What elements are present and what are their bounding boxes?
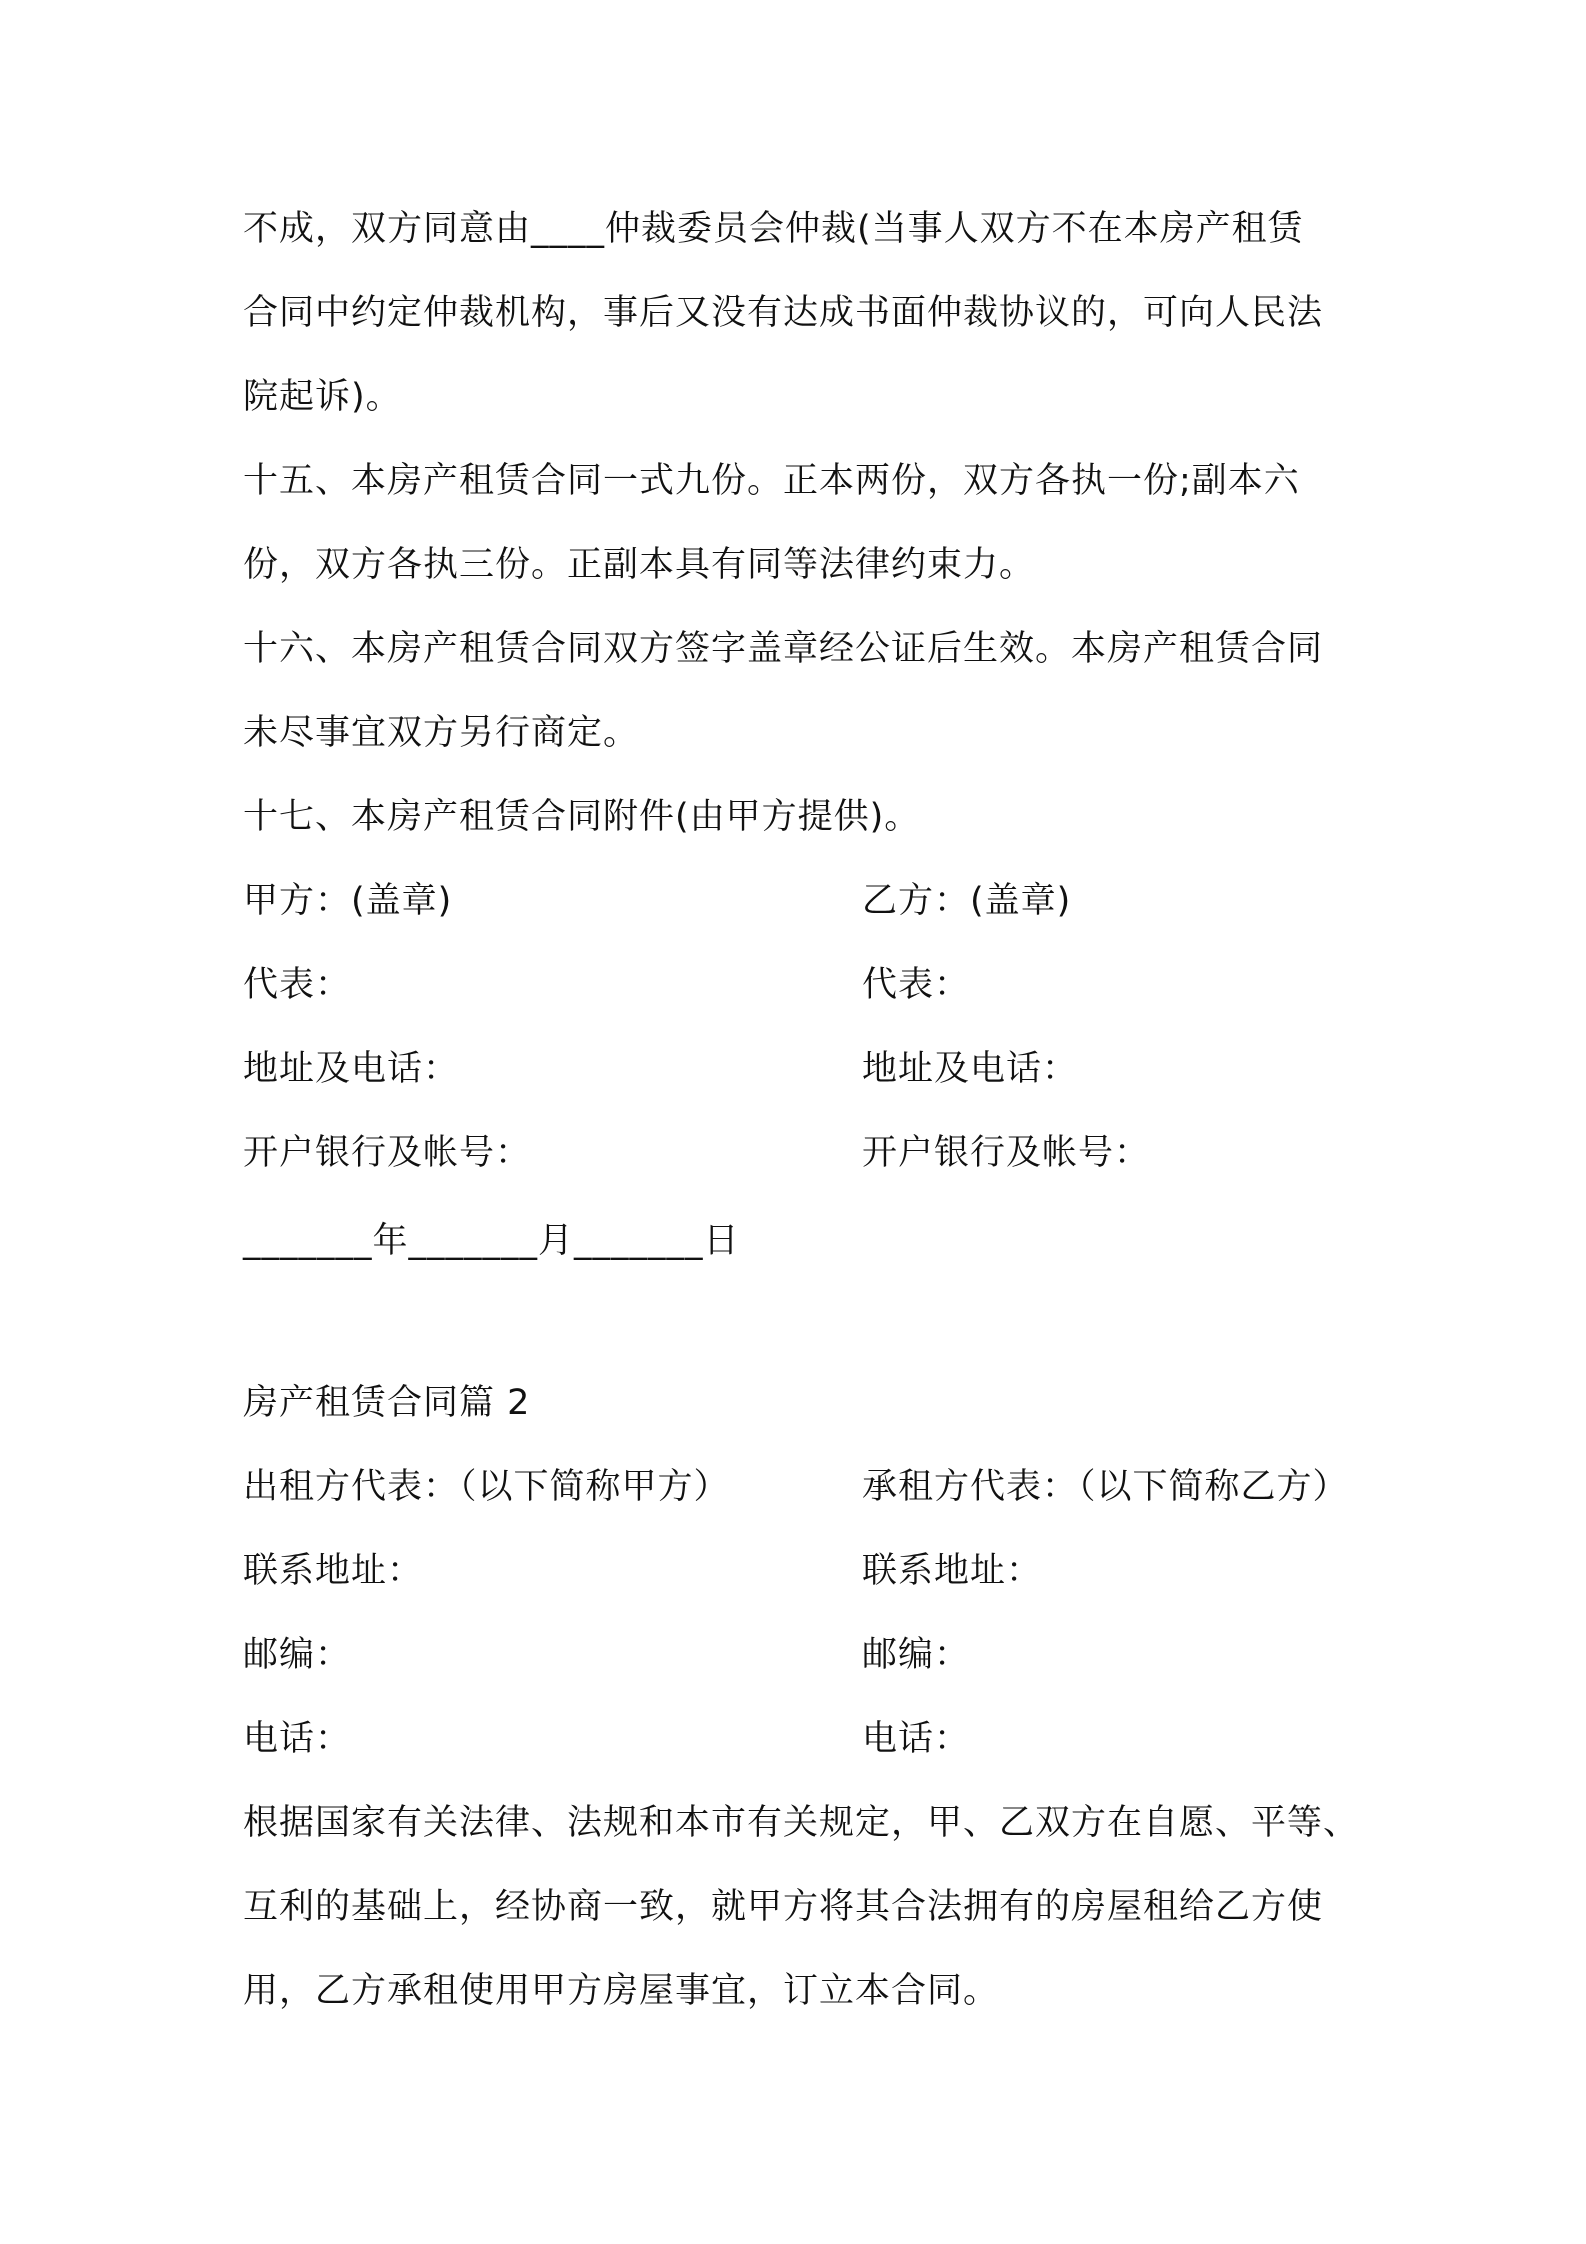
lessee-contact-address: 联系地址： bbox=[862, 1551, 1043, 1591]
text-line: 合同中约定仲裁机构，事后又没有达成书面仲裁协议的，可向人民法 bbox=[243, 293, 1324, 333]
lessor-representative: 出租方代表：（以下简称甲方） bbox=[243, 1467, 730, 1507]
clause-15-line: 十五、本房产租赁合同一式九份。正本两份，双方各执一份;副本六 bbox=[243, 461, 1300, 501]
preamble-line: 根据国家有关法律、法规和本市有关规定，甲、乙双方在自愿、平等、 bbox=[243, 1803, 1360, 1843]
party-a-representative: 代表： bbox=[243, 965, 352, 1005]
clause-16-line: 未尽事宜双方另行商定。 bbox=[243, 713, 640, 753]
lessee-phone: 电话： bbox=[862, 1719, 971, 1759]
lessor-contact-address: 联系地址： bbox=[243, 1551, 424, 1591]
party-b-address-phone: 地址及电话： bbox=[862, 1049, 1079, 1089]
party-b-representative: 代表： bbox=[862, 965, 971, 1005]
party-b-seal: 乙方：(盖章) bbox=[862, 881, 1072, 921]
signing-date-line: _______年_______月_______日 bbox=[243, 1221, 740, 1261]
preamble-line: 用，乙方承租使用甲方房屋事宜，订立本合同。 bbox=[243, 1971, 1000, 2011]
lessor-postcode: 邮编： bbox=[243, 1635, 352, 1675]
party-a-bank-account: 开户银行及帐号： bbox=[243, 1133, 532, 1173]
party-b-bank-account: 开户银行及帐号： bbox=[862, 1133, 1151, 1173]
text-line: 院起诉)。 bbox=[243, 377, 402, 417]
party-a-address-phone: 地址及电话： bbox=[243, 1049, 460, 1089]
lessee-postcode: 邮编： bbox=[862, 1635, 971, 1675]
lessor-phone: 电话： bbox=[243, 1719, 352, 1759]
clause-17-line: 十七、本房产租赁合同附件(由甲方提供)。 bbox=[243, 797, 921, 837]
clause-15-line: 份，双方各执三份。正副本具有同等法律约束力。 bbox=[243, 545, 1036, 585]
party-a-seal: 甲方：(盖章) bbox=[243, 881, 453, 921]
clause-16-line: 十六、本房产租赁合同双方签字盖章经公证后生效。本房产租赁合同 bbox=[243, 629, 1324, 669]
lessee-representative: 承租方代表：（以下简称乙方） bbox=[862, 1467, 1349, 1507]
section-title: 房产租赁合同篇 2 bbox=[243, 1383, 531, 1423]
text-line: 不成，双方同意由____仲裁委员会仲裁(当事人双方不在本房产租赁 bbox=[243, 209, 1304, 249]
preamble-line: 互利的基础上，经协商一致，就甲方将其合法拥有的房屋租给乙方使 bbox=[243, 1887, 1324, 1927]
